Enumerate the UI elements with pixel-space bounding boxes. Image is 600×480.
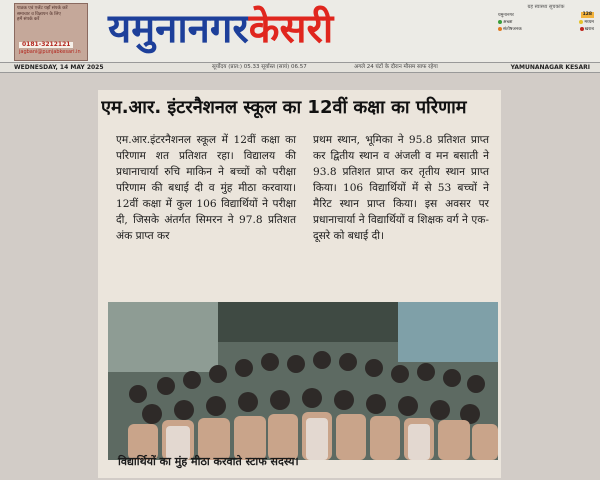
air-quality-label: अच्छा bbox=[503, 20, 513, 25]
air-quality-label: संतोषजनक bbox=[503, 27, 522, 32]
air-quality-value: 128 bbox=[582, 12, 592, 17]
newspaper-masthead bbox=[0, 0, 600, 70]
air-quality-row bbox=[498, 26, 594, 32]
photo-caption: विद्यार्थियों का मुंह मीठा करवाते स्टाफ सदस्य। bbox=[118, 455, 299, 468]
ad-line: समाचार व विज्ञापन के लिए bbox=[17, 11, 61, 17]
yellow-dot-icon bbox=[579, 20, 583, 24]
air-quality-row bbox=[498, 12, 594, 18]
logo-yamunanagar: यमुनानगर bbox=[108, 6, 249, 52]
ad-line: पाठक एवं एजेंट यहाँ संपर्क करें bbox=[17, 6, 68, 11]
article-column-2: प्रथम स्थान, भूमिका ने 95.8 प्रतिशत प्राप्त कर द्वितीय स्थान व अंजली व मन बसाती ने 93.8 प्रतिशत प्राप्त कर तृतीय स्थान प्राप्त किया। 106 विद्यार्थियों में से 53 बच्चों ने मैरिट स्थान प्राप्त किया। इस अवसर पर प्रधानाचार्या ने विद्यार्थियों व शिक्षक वर्ग ने एक-दूसरे को बधाई दी। bbox=[313, 134, 489, 242]
air-quality-box bbox=[498, 4, 594, 62]
orange-dot-icon bbox=[498, 27, 502, 31]
group-photo bbox=[108, 302, 498, 460]
newspaper-logo bbox=[108, 4, 333, 54]
sun-times: सूर्योदय (प्रात:) 05.33 सूर्यास्त (सायं) 06.57 bbox=[212, 64, 307, 70]
air-quality-label: मध्यम bbox=[584, 20, 594, 25]
weather-forecast: अगले 24 घंटों के दौरान मौसम साफ रहेगा bbox=[354, 64, 438, 70]
issue-date: WEDNESDAY, 14 MAY 2025 bbox=[14, 64, 104, 71]
green-dot-icon bbox=[498, 20, 502, 24]
red-dot-icon bbox=[580, 27, 584, 31]
air-quality-label: यमुनानगर bbox=[498, 13, 514, 18]
dateline-bar bbox=[0, 62, 600, 73]
article-column-1: एम.आर.इंटरनैशनल स्कूल में 12वीं कक्षा का परिणाम शत प्रतिशत रहा। विद्यालय की प्रधानाचार्या रुचि माकिन ने बच्चों को परीक्षा परिणाम की बधाई दी व मुंह मीठा करवाया। 12वीं कक्षा में कुल 106 विद्यार्थियों ने परीक्षा दी, जिसके अंतर्गत सिमरन ने 97.8 प्रतिशत अंक प्राप्त कर bbox=[116, 134, 296, 242]
ad-email: jagbani@punjabkesari.in bbox=[19, 49, 81, 56]
air-quality-label: खराब bbox=[584, 27, 594, 32]
article-headline: एम.आर. इंटरनैशनल स्कूल का 12वीं कक्षा का परिणाम bbox=[101, 97, 467, 118]
paper-name-english: YAMUNANAGAR KESARI bbox=[510, 64, 590, 71]
ad-phone: 0181-3212121 bbox=[19, 42, 73, 48]
contact-ad-box bbox=[14, 3, 88, 61]
group-photo-illustration bbox=[108, 302, 498, 460]
news-clipping bbox=[98, 90, 501, 478]
air-quality-row bbox=[498, 19, 594, 25]
ad-line: हमें संपर्क करें bbox=[17, 17, 40, 23]
logo-kesari: केसरी bbox=[248, 6, 334, 52]
air-quality-title: ग्रह स्वास्थ्य सूचकांक bbox=[527, 4, 565, 10]
